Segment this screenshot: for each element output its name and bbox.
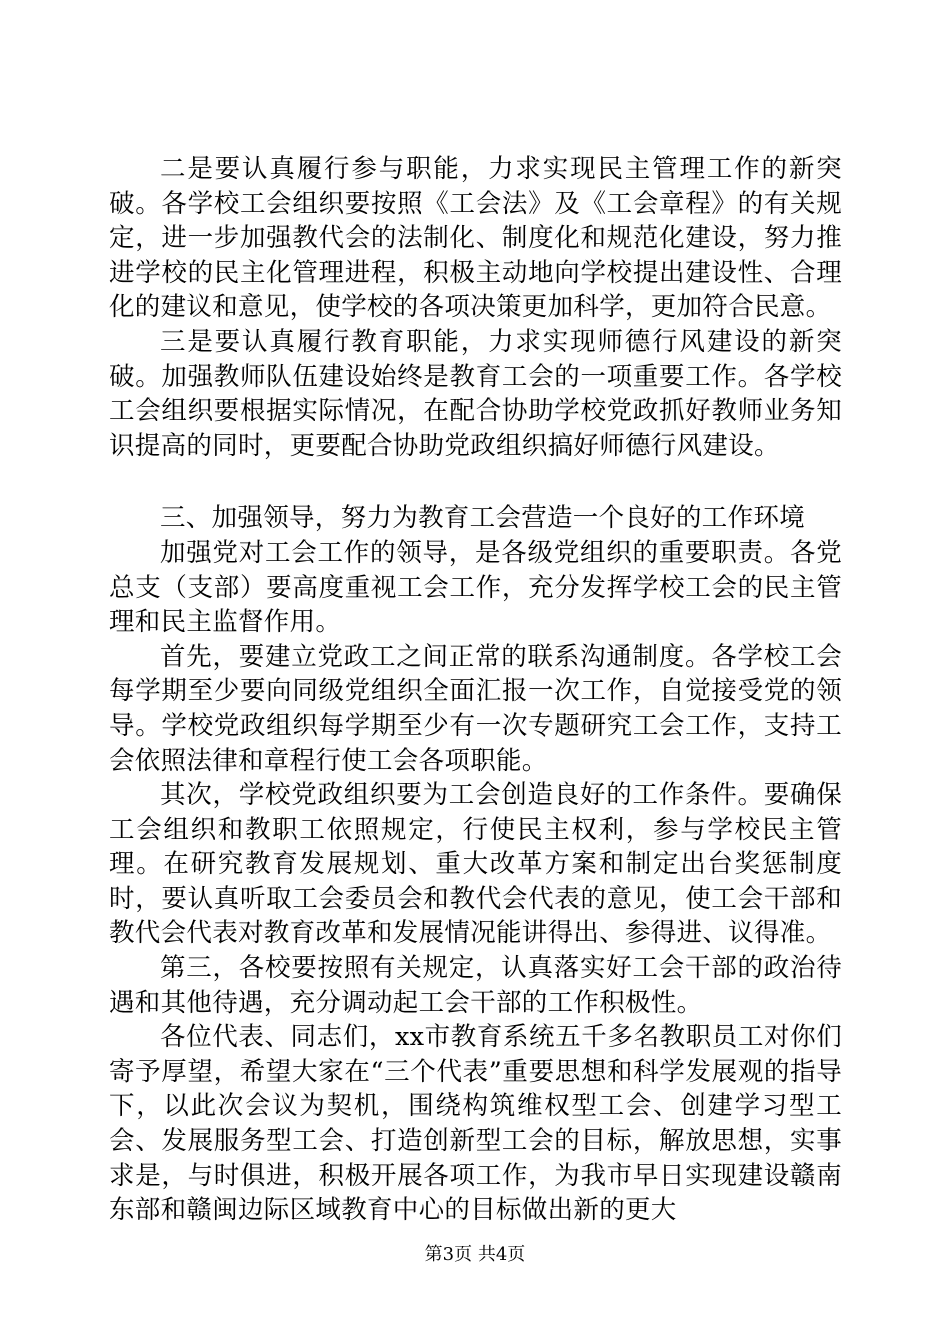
paragraph-education-function: 三是要认真履行教育职能，力求实现师德行风建设的新突破。加强教师队伍建设始终是教育工会的一项重要工作。各学校工会组织要根据实际情况，在配合协助学校党政抓好教师业务知识提高的同时，更要配合协助党政组织搞好师德行风建设。 xyxy=(109,326,842,461)
section-heading-leadership: 三、加强领导，努力为教育工会营造一个良好的工作环境 xyxy=(160,503,806,534)
paragraph-first-communication: 首先，要建立党政工之间正常的联系沟通制度。各学校工会每学期至少要向同级党组织全面汇报一次工作，自觉接受党的领导。学校党政组织每学期至少有一次专题研究工会工作，支持工会依照法律和章程行使工会各项职能。 xyxy=(109,641,842,776)
paragraph-third-treatment: 第三，各校要按照有关规定，认真落实好工会干部的政治待遇和其他待遇，充分调动起工会干部的工作积极性。 xyxy=(109,953,842,1018)
paragraph-participation-function: 二是要认真履行参与职能，力求实现民主管理工作的新突破。各学校工会组织要按照《工会法》及《工会章程》的有关规定，进一步加强教代会的法制化、制度化和规范化建设，努力推进学校的民主化管理进程，积极主动地向学校提出建设性、合理化的建议和意见，使学校的各项决策更加科学，更加符合民意。 xyxy=(109,154,842,323)
document-body xyxy=(109,152,842,1228)
page-number-footer: 第3页 共4页 xyxy=(424,1244,526,1265)
paragraph-second-conditions: 其次，学校党政组织要为工会创造良好的工作条件。要确保工会组织和教职工依照规定，行使民主权利，参与学校民主管理。在研究教育发展规划、重大改革方案和制定出台奖惩制度时，要认真听取工会委员会和教代会代表的意见，使工会干部和教代会代表对教育改革和发展情况能讲得出、参得进、议得准。 xyxy=(109,780,842,949)
paragraph-party-leadership: 加强党对工会工作的领导，是各级党组织的重要职责。各党总支（支部）要高度重视工会工作，充分发挥学校工会的民主管理和民主监督作用。 xyxy=(109,537,842,638)
paragraph-closing-address: 各位代表、同志们，xx市教育系统五千多名教职员工对你们寄予厚望，希望大家在“三个代表”重要思想和科学发展观的指导下，以此次会议为契机，围绕构筑维权型工会、创建学习型工会、发展服务型工会、打造创新型工会的目标，解放思想，实事求是，与时俱进，积极开展各项工作，为我市早日实现建设赣南东部和赣闽边际区域教育中心的目标做出新的更大 xyxy=(109,1022,842,1226)
